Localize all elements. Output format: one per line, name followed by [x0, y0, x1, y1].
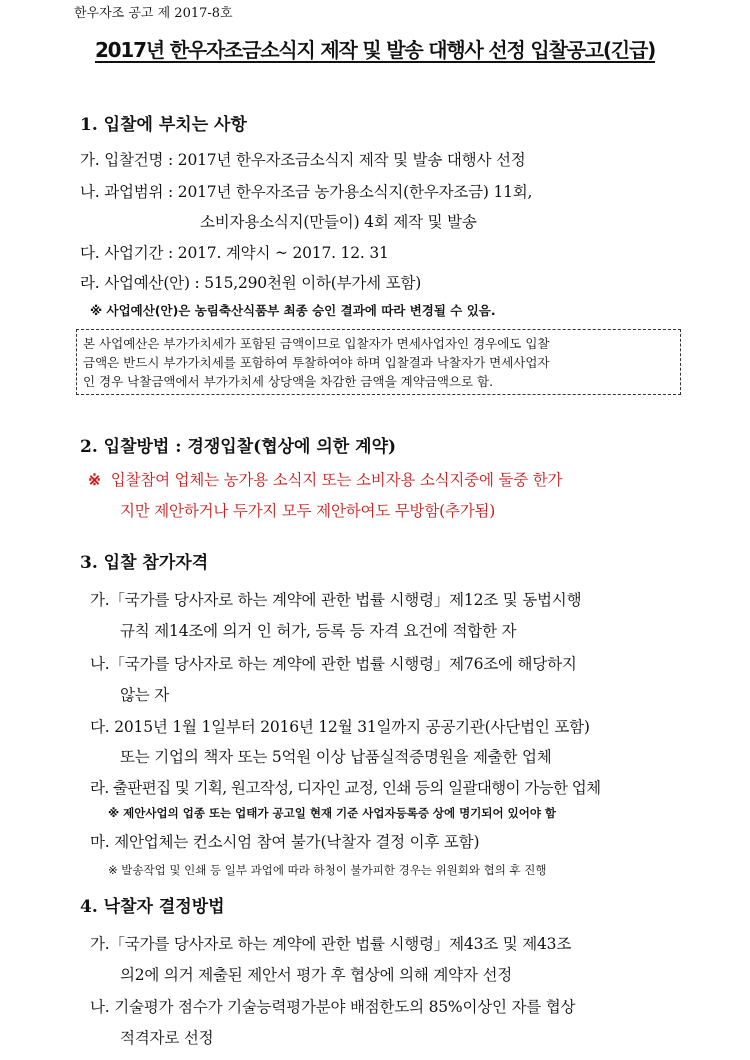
s3-item-da-line1: 다. 2015년 1월 1일부터 2016년 12월 31일까지 공공기관(사단법인 포함) [90, 718, 590, 736]
s4-item-na-line2: 적격자로 선정 [120, 1029, 214, 1047]
s4-item-ga-line2: 의2에 의거 제출된 제안서 평가 후 협상에 의해 계약자 선정 [120, 966, 512, 984]
s1-item-na-line1: 나. 과업범위 : 2017년 한우자조금 농가용소식지(한우자조금) 11회, [80, 183, 533, 201]
reference-mark-icon: ※ [88, 470, 101, 489]
s3-item-ra: 라. 출판편집 및 기획, 원고작성, 디자인 교정, 인쇄 등의 일괄대행이 가능한 업체 [90, 779, 601, 797]
s4-item-na-line1: 나. 기술평가 점수가 기술능력평가분야 배점한도의 85%이상인 자를 협상 [90, 998, 576, 1016]
vat-notice-line: 금액은 반드시 부가가치세를 포함하여 투찰하여야 하며 입찰결과 낙찰자가 면세사업자 [83, 355, 550, 370]
s3-business-note: ※ 제안사업의 업종 또는 업태가 공고일 현재 기준 사업자등록증 상에 명기되어 있어야 함 [108, 806, 557, 820]
s1-budget-note: ※ 사업예산(안)은 농림축산식품부 최종 승인 결과에 따라 변경될 수 있음. [90, 303, 496, 318]
section-4-heading: 4. 낙찰자 결정방법 [80, 897, 225, 917]
s3-item-da-line2: 또는 기업의 책자 또는 5억원 이상 납품실적증명원을 제출한 업체 [120, 748, 552, 766]
section-3-heading: 3. 입찰 참가자격 [80, 553, 209, 573]
s3-item-ga-line1: 가.「국가를 당사자로 하는 계약에 관한 법률 시행령」제12조 및 동법시행 [90, 591, 582, 609]
vat-notice-line: 본 사업예산은 부가가치세가 포함된 금액이므로 입찰자가 면세사업자인 경우에도 입찰 [83, 336, 550, 351]
vat-notice-line: 인 경우 낙찰금액에서 부가가치세 상당액을 차감한 금액을 계약금액으로 함. [83, 374, 494, 389]
s1-item-na-line2: 소비자용소식지(만들이) 4회 제작 및 발송 [200, 213, 477, 231]
vat-notice-box [76, 329, 681, 395]
s2-red-note-line2: 지만 제안하거나 두가지 모두 제안하여도 무방함(추가됨) [120, 502, 496, 520]
s3-subcontract-note: ※ 발송작업 및 인쇄 등 일부 과업에 따라 하청이 불가피한 경우는 위원회와 협의 후 진행 [108, 863, 547, 877]
s4-item-ga-line1: 가.「국가를 당사자로 하는 계약에 관한 법률 시행령」제43조 및 제43조 [90, 935, 572, 953]
s3-item-ga-line2: 규칙 제14조에 의거 인 허가, 등록 등 자격 요건에 적합한 자 [120, 622, 517, 640]
s2-red-note-line1: ※ 입찰참여 업체는 농가용 소식지 또는 소비자용 소식지중에 둘중 한가 [88, 470, 563, 489]
document-number: 한우자조 공고 제 2017-8호 [74, 6, 233, 21]
s1-item-ra: 라. 사업예산(안) : 515,290천원 이하(부가세 포함) [80, 274, 422, 292]
s3-item-ma: 마. 제안업체는 컨소시엄 참여 불가(낙찰자 결정 이후 포함) [90, 833, 480, 851]
section-1-heading: 1. 입찰에 부치는 사항 [80, 115, 247, 135]
s1-item-ga: 가. 입찰건명 : 2017년 한우자조금소식지 제작 및 발송 대행사 선정 [80, 151, 526, 169]
s3-item-na-line2: 않는 자 [120, 686, 170, 704]
section-2-heading: 2. 입찰방법 : 경쟁입찰(협상에 의한 계약) [80, 437, 397, 457]
page-title: 2017년 한우자조금소식지 제작 및 발송 대행사 선정 입찰공고(긴급) [94, 38, 656, 62]
s1-item-da: 다. 사업기간 : 2017. 계약시 ~ 2017. 12. 31 [80, 244, 389, 262]
s3-item-na-line1: 나.「국가를 당사자로 하는 계약에 관한 법률 시행령」제76조에 해당하지 [90, 655, 577, 673]
